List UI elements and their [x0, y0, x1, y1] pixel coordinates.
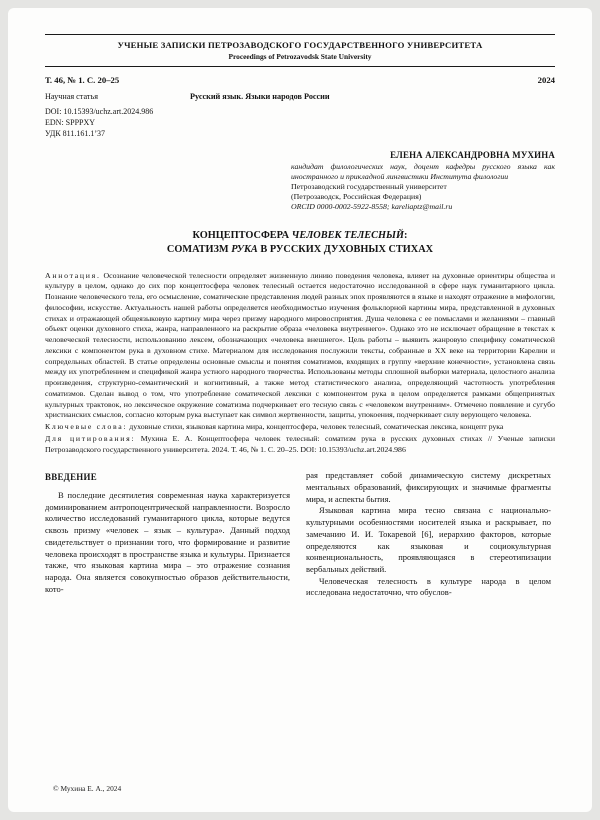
copyright-notice: © Мухина Е. А., 2024	[53, 784, 122, 793]
journal-header	[45, 34, 555, 85]
intro-paragraph: В последние десятилетия современная наука характеризуется доминированием антропоцентрической направленности. Возросло количество исследований гуманитарного цикла, которые ведутся сквозь призму «человек – язык – культура». Данный подход свидетельствует о признании того, что формирование и развитие человека происходят в пространстве языка и культуры. Признается также, что языковая картина мира – это отражение сознания народа. Она является совокупностью образов действительности, кото-	[45, 489, 290, 594]
citation	[45, 434, 555, 456]
udc: УДК 811.161.1’37	[45, 129, 106, 138]
article-title-part: КОНЦЕПТОСФЕРА	[192, 229, 292, 241]
doi: DOI: 10.15393/uchz.art.2024.986	[45, 107, 154, 116]
article-title-part: :	[404, 229, 408, 241]
keywords-text: духовные стихи, языковая картина мира, концептосфера, человек телесный, соматическая лексика, концепт рука	[129, 422, 504, 432]
identifiers-block	[45, 106, 555, 139]
journal-title-ru: УЧЕНЫЕ ЗАПИСКИ ПЕТРОЗАВОДСКОГО ГОСУДАРСТВЕННОГО УНИВЕРСИТЕТА	[117, 40, 483, 50]
article-title-part: В РУССКИХ ДУХОВНЫХ СТИХАХ	[257, 244, 434, 256]
journal-page	[8, 8, 592, 812]
author-position: кандидат филологических наук, доцент кафедры русского языка как иностранного и прикладной лингвистики Института филологии	[291, 162, 555, 181]
edn: EDN: SPPPXY	[45, 118, 96, 127]
article-type: Научная статья	[45, 92, 98, 101]
intro-paragraph: Языковая картина мира тесно связана с национально-культурными особенностями носителей языка и раскрывает, по замечанию И. И. Токаревой [6], иерархию факторов, которые определяются как языковая и социокультурная конвенциональность, проявляющаяся в стереотипизации вербальных действий.	[306, 505, 551, 574]
introduction-section	[45, 470, 555, 599]
citation-text: Мухина Е. А. Концептосфера человек телесный: соматизм рука в русских духовных стихах // Ученые записки Петрозаводского государственного университета. 2024. Т. 46, № 1. С. 20–25. DOI: 10.15393/uchz.art.2024.986	[45, 433, 556, 454]
citation-label: Для цитирования:	[45, 433, 136, 443]
author-orcid-email: ORCID 0000-0002-5922-8558; kareliaptz@mail.ru	[291, 201, 453, 211]
volume-year-row	[45, 75, 555, 85]
intro-paragraph: рая представляет собой динамическую систему дискретных ментальных образований, фиксирующих и значимые фрагменты мира, и аспекты бытия.	[306, 470, 551, 504]
keywords	[45, 422, 555, 433]
left-column	[45, 470, 290, 599]
author-block	[45, 150, 555, 212]
article-title	[45, 229, 555, 258]
keywords-label: Ключевые слова:	[45, 422, 128, 432]
article-title-italic: РУКА	[231, 244, 258, 256]
abstract-label: Аннотация.	[45, 270, 101, 280]
rubric: Русский язык. Языки народов России	[189, 92, 330, 101]
right-column	[306, 470, 551, 599]
abstract-text: Осознание человеческой телесности определяет жизненную линию поведения человека, влияет на духовные ориентиры общества и культуру в целом, однако до сих пор концептосфера человек телесный остается недостаточно исследованной в сфере наук гуманитарного цикла. Познание человеческого тела, его осмысление, соматические представления людей разных эпох проявляются в языке и находят отражение в мифологии, философии, искусстве. Актуальность нашей работы определяется необходимостью изучения фольклорной картины мира, представленной в духовных стихах и отражающей общеязыковую картину мира через призму народного мировосприятия. Душа человека с ее помыслами и желаниями – главный объект оценки духовного стиха, жанра, направленного на раскрытие образа «человека внутреннего». Однако это не исключает обращение в текстах к человеческой телесности, использованию лексем, обозначающих «человека внешнего». Цель работы – выявить жанровую специфику соматической лексики с компонентом рука в духовном стихе. Материалом для исследования послужили тексты, собранные в XX веке на территории Карелии и сопредельных областей. В статье определены основные смыслы и понятия соматизмов, входящих в группу «верхние конечности», установлена связь между их употреблением и спецификой жанра устного народного творчества. Использованы методы сплошной выборки материала, целостного анализа произведения, структурно-семантический и когнитивный, а также метод статистического анализа, определяющий частотность употребления соматизмов. Сделан вывод о том, что употребление соматической лексики с компонентом рука в целом определяется рамками общепринятых культурных трактовок, но лексическое окружение соматизма подчеркивает его тесную связь с «человеком внутренним». Отмечено появление и сугубо христианских смыслов, согласно которым рука выступает как символ жертвенности, защиты, упокоения, подчеркивает силу верующего человека.	[45, 270, 556, 420]
author-location: (Петрозаводск, Российская Федерация)	[291, 191, 422, 201]
author-university: Петрозаводский государственный университет	[291, 181, 447, 191]
header-bottom-rule	[45, 66, 555, 67]
intro-paragraph: Человеческая телесность в культуре народа в целом исследована недостаточно, что обуслов-	[306, 575, 551, 598]
volume-pages: Т. 46, № 1. С. 20–25	[45, 75, 120, 85]
article-title-italic: ЧЕЛОВЕК ТЕЛЕСНЫЙ	[291, 229, 404, 241]
journal-title-en: Proceedings of Petrozavodsk State University	[228, 52, 372, 61]
article-title-part: СОМАТИЗМ	[166, 244, 232, 256]
abstract	[45, 271, 555, 422]
author-affiliation	[291, 162, 555, 212]
article-meta-row	[45, 92, 555, 101]
header-top-rule	[45, 34, 555, 35]
introduction-heading: ВВЕДЕНИЕ	[45, 472, 97, 483]
author-name: ЕЛЕНА АЛЕКСАНДРОВНА МУХИНА	[390, 150, 555, 160]
year: 2024	[537, 75, 555, 85]
